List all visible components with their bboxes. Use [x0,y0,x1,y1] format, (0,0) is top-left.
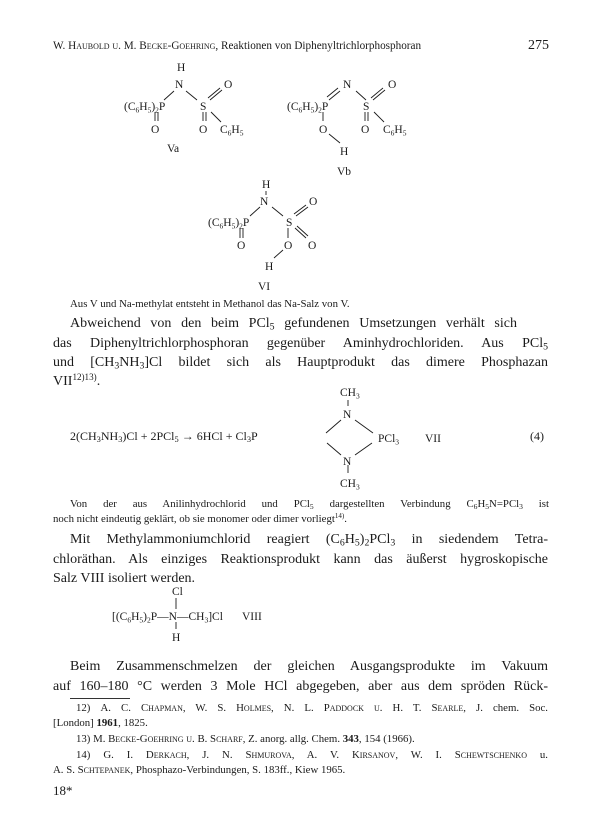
svg-text:CH3: $CH_3$ [340,478,360,492]
svg-text:N: N [175,79,184,91]
footnote-14: 14) G. I. Derkach, J. N. Shmurova, A. V. Kirsanov, W. I. Schewtschenko u. [76,749,549,761]
svg-text:O: O [284,240,293,252]
page-number: 275 [528,38,549,53]
svg-text:C6H5: $C_6H_5$ [383,124,407,138]
svg-text:O: O [309,196,318,208]
paragraph-3-line-2: auf 160–180 °C werden 3 Mole HCl abgegeben, aber aus dem spröden Rück- [53,679,548,694]
svg-text:O: O [319,124,328,136]
svg-text:C6H5: $C_6H_5$ [220,124,244,138]
svg-text:O: O [308,240,317,252]
svg-text:H: H [172,632,181,644]
svg-text:PCl3: PCl$_3$ [378,433,400,447]
svg-text:H: H [262,179,271,191]
paragraph-3-line-1: Beim Zusammenschmelzen der gleichen Ausgangsprodukte im Vakuum [70,659,548,674]
footnote-13-authors: M. Becke-Goehring u. B. Scharf, [93,733,246,745]
header-title: Reaktionen von Diphenyltrichlorphosphoran [221,40,422,52]
footnote-rule [70,698,130,699]
caption-2-line-2: noch nicht eindeutig geklärt, ob sie monomer oder dimer vorliegt$^{14)}$. [53,512,347,525]
signature-mark: 18* [53,783,73,798]
svg-text:H: H [265,261,274,273]
footnote-12-authors: A. C. Chapman, W. S. Holmes, N. L. Paddock u. H. T. Searle, [100,702,466,714]
label-vi: VI [258,281,271,293]
svg-text:(C6H5)2P: $(C_6H_5)_2P$ [287,101,329,115]
svg-text:S: S [200,101,207,113]
label-viii: VIII [242,611,262,623]
footnote-13: 13) M. Becke-Goehring u. B. Scharf, Z. anorg. allg. Chem. 343, 154 (1966). [76,733,415,745]
svg-text:O: O [388,79,397,91]
footnote-12-continuation: [London] 1961, 1825. [53,717,148,729]
paragraph-2-line-2: chloräthan. Als einziges Reaktionsprodukt kann das äußerst hygroskopische [53,552,548,567]
svg-text:H: H [340,146,349,158]
footnote-13-journal: Z. anorg. allg. Chem. [248,733,341,745]
paragraph-2-line-3: Salz VIII isoliert werden. [53,571,196,586]
label-vii: VII [425,433,441,445]
svg-text:(C6H5)2P: $(C_6H_5)_2P$ [124,101,166,115]
svg-text:[(C6H5)2P—N—CH3]Cl: $[(C_6H_5)_2P—N—CH_3]Cl$ [112,611,223,625]
svg-text:O: O [151,124,160,136]
svg-text:O: O [199,124,208,136]
svg-text:N: N [343,456,352,468]
svg-text:S: S [363,101,370,113]
equation-4: $2(CH_3NH_3)Cl + 2PCl_5 \to 6HCl + Cl_3P$ [70,429,258,445]
svg-text:O: O [361,124,370,136]
svg-text:CH3: $CH_3$ [340,387,360,401]
footnote-12-number: 12) [76,702,91,714]
structure-caption: Aus V und Na-methylat entsteht in Methanol das Na-Salz von V. [70,298,350,310]
svg-text:O: O [224,79,233,91]
paragraph-1-line-4: $VII^{12)13)}$. [53,372,101,389]
label-vb: Vb [337,166,352,178]
svg-text:(C6H5)2P: $(C_6H_5)_2P$ [208,217,250,231]
footnote-14-number: 14) [76,749,91,761]
footnote-14-continuation: A. S. Schtepanek, Phosphazo-Verbindungen, S. 183ff., Kiew 1965. [53,764,346,776]
paragraph-1-line-3: und $[CH_3NH_3]Cl$ bildet sich als Hauptprodukt das dimere Phosphazan [53,355,548,372]
footnote-13-volume: 343 [342,733,359,745]
svg-text:S: S [286,217,293,229]
label-va: Va [167,143,180,155]
header-authors: W. Haubold u. M. Becke-Goehring, [53,40,219,52]
paragraph-1-line-2: das Diphenyltrichlorphosphoran gegenüber Aminhydrochloriden. Aus PCl$_5$ [53,336,548,353]
footnote-14-authors: G. I. Derkach, J. N. Shmurova, A. V. Kirsanov, W. I. Schewtschenko [103,749,527,761]
svg-text:Cl: Cl [172,586,183,598]
paragraph-2-line-1: Mit Methylammoniumchlorid reagiert $(C_6H_5)_2PCl_3$ in siedendem Tetra- [70,532,548,549]
caption-2-line-1: Von der aus Anilinhydrochlorid und PCl$_5$ dargestellten Verbindung $C_6H_5N=PCl_3$ ist [70,498,549,511]
svg-text:O: O [237,240,246,252]
footnote-12-journal: J. chem. Soc. [476,702,548,714]
footnote-12 [76,702,548,714]
paragraph-1-line-1: Abweichend von den beim PCl$_5$ gefundenen Umsetzungen verhält sich [70,316,517,333]
svg-text:N: N [260,196,269,208]
footnote-13-number: 13) [76,733,91,745]
equation-number: (4) [530,429,544,443]
svg-text:N: N [343,79,352,91]
svg-text:H: H [177,62,186,74]
svg-text:N: N [343,409,352,421]
